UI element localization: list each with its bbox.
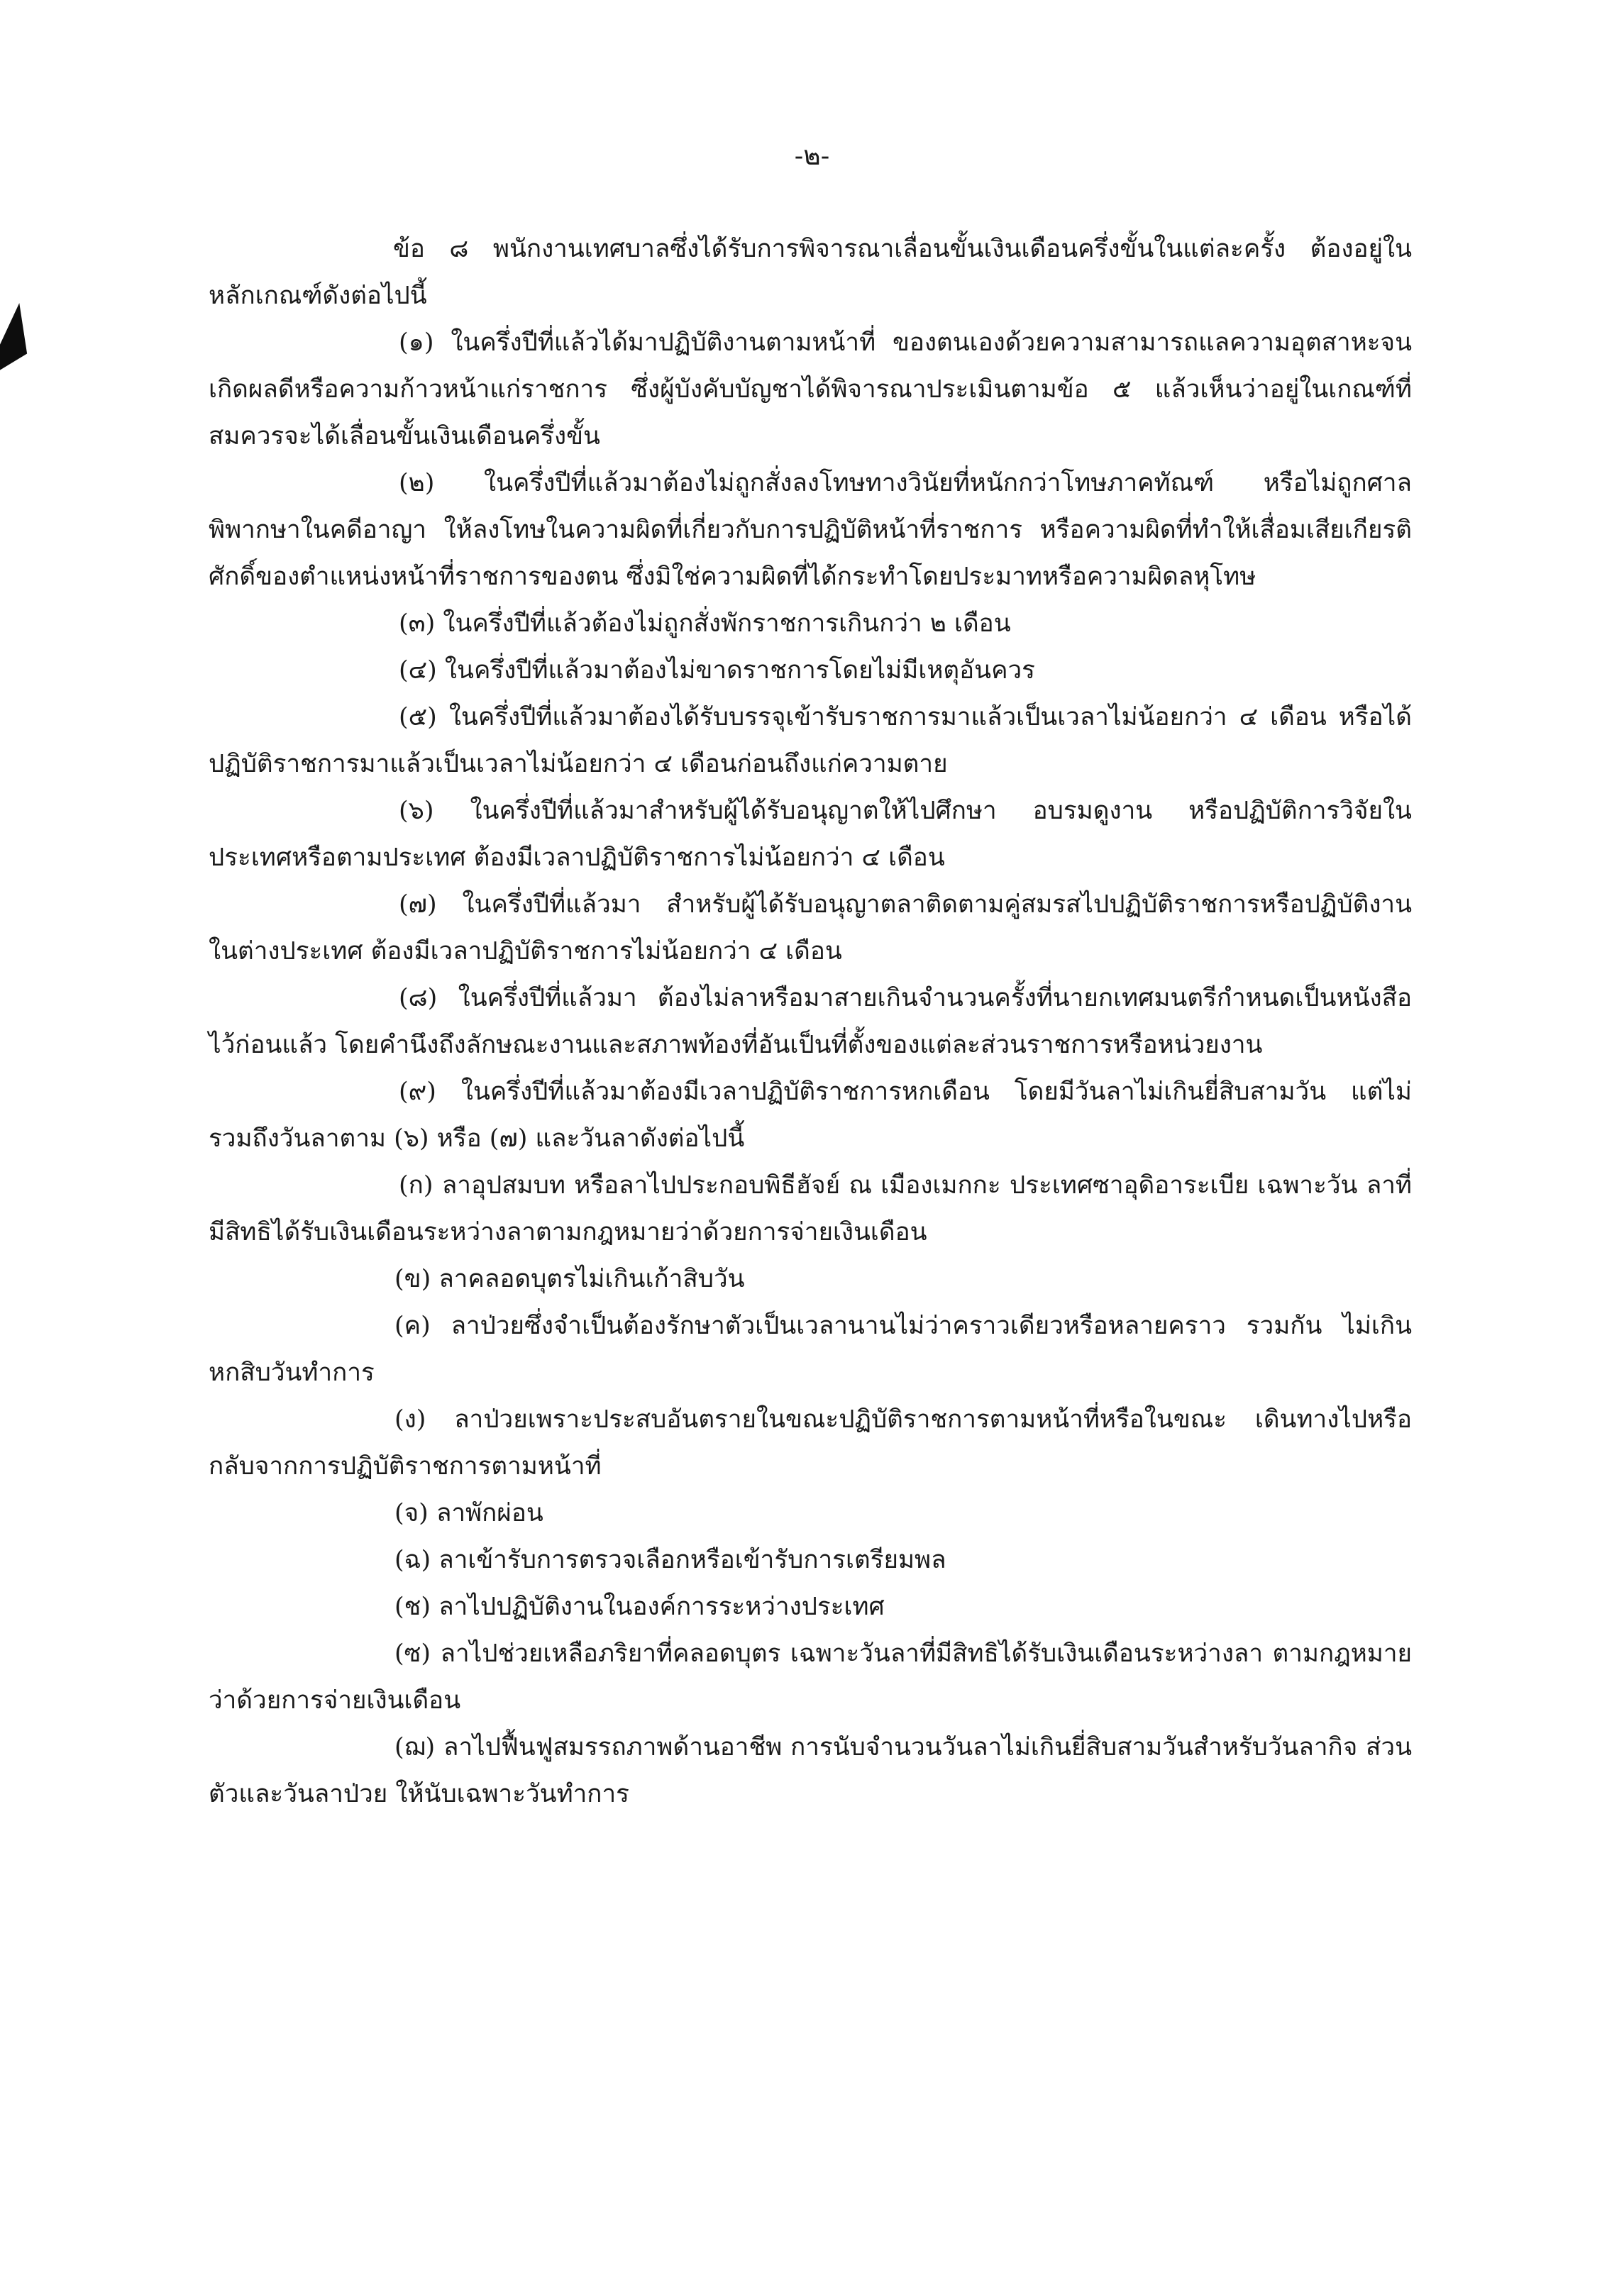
clause-8-intro: ข้อ ๘ พนักงานเทศบาลซึ่งได้รับการพิจารณาเลื่อนขั้นเงินเดือนครึ่งขั้นในแต่ละครั้ง ต้องอยู่ใน หลักเกณฑ์ดังต่อไปนี้: [209, 235, 1412, 310]
item-6: (๖) ในครึ่งปีที่แล้วมาสำหรับผู้ได้รับอนุญาตให้ไปศึกษา อบรมดูงาน หรือปฏิบัติการวิจัยใน ประเทศหรือตามประเทศ ต้องมีเวลาปฏิบัติราชการไม่น้อยกว่า ๔ เดือน: [209, 797, 1412, 872]
document-body: [209, 226, 1412, 1818]
sub-item-i: (ฌ) ลาไปฟื้นฟูสมรรถภาพด้านอาชีพ การนับจำนวนวันลาไม่เกินยี่สิบสามวันสำหรับวันลากิจ ส่วนตัวและวันลาป่วย ให้นับเฉพาะวันทำการ: [209, 1733, 1412, 1808]
item-2: (๒) ในครึ่งปีที่แล้วมาต้องไม่ถูกสั่งลงโทษทางวินัยที่หนักกว่าโทษภาคทัณฑ์ หรือไม่ถูกศาล พิพากษาในคดีอาญา ให้ลงโทษในความผิดที่เกี่ยวกับการปฏิบัติหน้าที่ราชการ หรือความผิดที่ทำให้เสื่อมเสียเกียรติ ศักดิ์ของตำแหน่งหน้าที่ราชการของตน ซึ่งมิใช่ความผิดที่ได้กระทำโดยประมาทหรือความผิดลหุโทษ: [209, 469, 1412, 591]
sub-item-a: (ก) ลาอุปสมบท หรือลาไปประกอบพิธีฮัจย์ ณ เมืองเมกกะ ประเทศซาอุดิอาระเบีย เฉพาะวัน ลาที่มีสิทธิได้รับเงินเดือนระหว่างลาตามกฎหมายว่าด้วยการจ่ายเงินเดือน: [209, 1171, 1412, 1246]
scan-artifact: [0, 303, 45, 392]
item-4: (๔) ในครึ่งปีที่แล้วมาต้องไม่ขาดราชการโดยไม่มีเหตุอันควร: [399, 656, 1035, 685]
sub-item-b: (ข) ลาคลอดบุตรไม่เกินเก้าสิบวัน: [394, 1265, 745, 1293]
item-5: (๕) ในครึ่งปีที่แล้วมาต้องได้รับบรรจุเข้ารับราชการมาแล้วเป็นเวลาไม่น้อยกว่า ๔ เดือน หรือได้ ปฏิบัติราชการมาแล้วเป็นเวลาไม่น้อยกว่า ๔ เดือนก่อนถึงแก่ความตาย: [209, 703, 1412, 778]
item-7: (๗) ในครึ่งปีที่แล้วมา สำหรับผู้ได้รับอนุญาตลาติดตามคู่สมรสไปปฏิบัติราชการหรือปฏิบัติงาน ในต่างประเทศ ต้องมีเวลาปฏิบัติราชการไม่น้อยกว่า ๔ เดือน: [209, 890, 1412, 966]
item-1: (๑) ในครึ่งปีที่แล้วได้มาปฏิบัติงานตามหน้าที่ ของตนเองด้วยความสามารถแลความอุตสาหะจน เกิดผลดีหรือความก้าวหน้าแก่ราชการ ซึ่งผู้บังคับบัญชาได้พิจารณาประเมินตามข้อ ๕ แล้วเห็นว่าอยู่ในเกณฑ์ที่ สมควรจะได้เลื่อนขั้นเงินเดือนครึ่งขั้น: [209, 328, 1412, 450]
sub-item-h: (ซ) ลาไปช่วยเหลือภริยาที่คลอดบุตร เฉพาะวันลาที่มีสิทธิได้รับเงินเดือนระหว่างลา ตามกฎหมายว่าด้วยการจ่ายเงินเดือน: [209, 1639, 1412, 1715]
sub-item-d: (ง) ลาป่วยเพราะประสบอันตรายในขณะปฏิบัติราชการตามหน้าที่หรือในขณะ เดินทางไปหรือ กลับจากการปฏิบัติราชการตามหน้าที่: [209, 1405, 1412, 1481]
item-9: (๙) ในครึ่งปีที่แล้วมาต้องมีเวลาปฏิบัติราชการหกเดือน โดยมีวันลาไม่เกินยี่สิบสามวัน แต่ไม่ รวมถึงวันลาตาม (๖) หรือ (๗) และวันลาดังต่อไปนี้: [209, 1078, 1412, 1153]
sub-item-f: (ฉ) ลาเข้ารับการตรวจเลือกหรือเข้ารับการเตรียมพล: [394, 1546, 946, 1574]
page-number: -๒-: [794, 140, 830, 171]
item-3: (๓) ในครึ่งปีที่แล้วต้องไม่ถูกสั่งพักราชการเกินกว่า ๒ เดือน: [399, 609, 1011, 638]
sub-item-e: (จ) ลาพักผ่อน: [394, 1499, 543, 1527]
sub-item-c: (ค) ลาป่วยซึ่งจำเป็นต้องรักษาตัวเป็นเวลานานไม่ว่าคราวเดียวหรือหลายคราว รวมกัน ไม่เกิน หกสิบวันทำการ: [209, 1312, 1412, 1387]
item-8: (๘) ในครึ่งปีที่แล้วมา ต้องไม่ลาหรือมาสายเกินจำนวนครั้งที่นายกเทศมนตรีกำหนดเป็นหนังสือ ไว้ก่อนแล้ว โดยคำนึงถึงลักษณะงานและสภาพท้องที่อันเป็นที่ตั้งของแต่ละส่วนราชการหรือหน่วยงาน: [209, 984, 1412, 1059]
sub-item-g: (ช) ลาไปปฏิบัติงานในองค์การระหว่างประเทศ: [394, 1593, 885, 1621]
